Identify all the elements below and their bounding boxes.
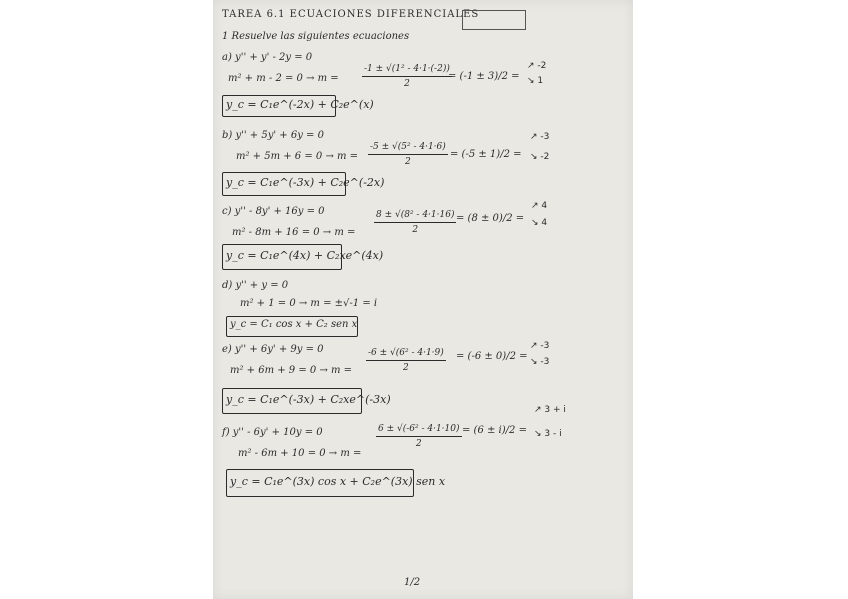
problem-c-mid: = (8 ± 0)/2 = xyxy=(456,213,525,224)
problem-f-root2: ↘ 3 - i xyxy=(534,429,562,439)
problem-d-equation: d) y'' + y = 0 xyxy=(222,280,289,291)
problem-b-equation: b) y'' + 5y' + 6y = 0 xyxy=(222,130,324,141)
problem-a-root1: ↗ -2 xyxy=(527,61,547,71)
worksheet-title: TAREA 6.1 ECUACIONES DIFERENCIALES xyxy=(222,9,480,20)
problem-b-root2: ↘ -2 xyxy=(530,152,550,162)
instruction-text: 1 Resuelve las siguientes ecuaciones xyxy=(222,31,410,42)
problem-c-fraction xyxy=(374,210,456,235)
problem-b-mid: = (-5 ± 1)/2 = xyxy=(450,149,522,160)
problem-d-solution: y_c = C₁ cos x + C₂ sen x xyxy=(230,319,358,330)
problem-c-characteristic: m² - 8m + 16 = 0 → m = xyxy=(232,227,356,238)
problem-a-root2: ↘ 1 xyxy=(527,76,544,86)
problem-f-solution: y_c = C₁e^(3x) cos x + C₂e^(3x) sen x xyxy=(230,475,446,488)
problem-a-equation: a) y'' + y' - 2y = 0 xyxy=(222,52,313,63)
problem-e-solution: y_c = C₁e^(-3x) + C₂xe^(-3x) xyxy=(226,393,391,406)
problem-e-equation: e) y'' + 6y' + 9y = 0 xyxy=(222,344,324,355)
problem-b-denominator: 2 xyxy=(405,157,411,167)
problem-c-equation: c) y'' - 8y' + 16y = 0 xyxy=(222,206,325,217)
name-box xyxy=(462,10,526,30)
problem-f-mid: = (6 ± i)/2 = xyxy=(462,425,527,436)
problem-c-denominator: 2 xyxy=(412,225,419,235)
problem-f-fraction xyxy=(376,424,462,449)
problem-a-solution: y_c = C₁e^(-2x) + C₂e^(x) xyxy=(226,98,374,111)
problem-f-numerator: 6 ± √(-6² - 4·1·10) xyxy=(376,424,462,437)
problem-c-solution: y_c = C₁e^(4x) + C₂xe^(4x) xyxy=(226,249,384,262)
page-number: 1/2 xyxy=(404,577,421,588)
problem-a-mid: = (-1 ± 3)/2 = xyxy=(448,71,520,82)
problem-f-characteristic: m² - 6m + 10 = 0 → m = xyxy=(238,448,362,459)
problem-c-numerator: 8 ± √(8² - 4·1·16) xyxy=(374,210,456,223)
problem-e-root2: ↘ -3 xyxy=(530,357,550,367)
problem-b-root1: ↗ -3 xyxy=(530,132,550,142)
problem-e-denominator: 2 xyxy=(403,363,409,373)
problem-e-fraction xyxy=(366,348,446,373)
problem-f-root1: ↗ 3 + i xyxy=(534,405,566,415)
problem-e-mid: = (-6 ± 0)/2 = xyxy=(456,351,528,362)
problem-a-denominator: 2 xyxy=(404,79,410,89)
problem-b-fraction xyxy=(368,142,448,167)
problem-a-numerator: -1 ± √(1² - 4·1·(-2)) xyxy=(362,64,452,77)
problem-e-root1: ↗ -3 xyxy=(530,341,550,351)
problem-e-characteristic: m² + 6m + 9 = 0 → m = xyxy=(230,365,353,376)
problem-a-characteristic: m² + m - 2 = 0 → m = xyxy=(228,73,339,84)
problem-b-solution: y_c = C₁e^(-3x) + C₂e^(-2x) xyxy=(226,176,385,189)
problem-b-numerator: -5 ± √(5² - 4·1·6) xyxy=(368,142,448,155)
problem-b-characteristic: m² + 5m + 6 = 0 → m = xyxy=(236,151,359,162)
problem-c-root2: ↘ 4 xyxy=(531,218,548,228)
problem-d-characteristic: m² + 1 = 0 → m = ±√-1 = i xyxy=(240,298,378,309)
problem-f-equation: f) y'' - 6y' + 10y = 0 xyxy=(222,427,323,438)
problem-c-root1: ↗ 4 xyxy=(531,201,548,211)
problem-f-denominator: 2 xyxy=(415,439,422,449)
problem-e-numerator: -6 ± √(6² - 4·1·9) xyxy=(366,348,446,361)
problem-a-fraction xyxy=(362,64,452,89)
